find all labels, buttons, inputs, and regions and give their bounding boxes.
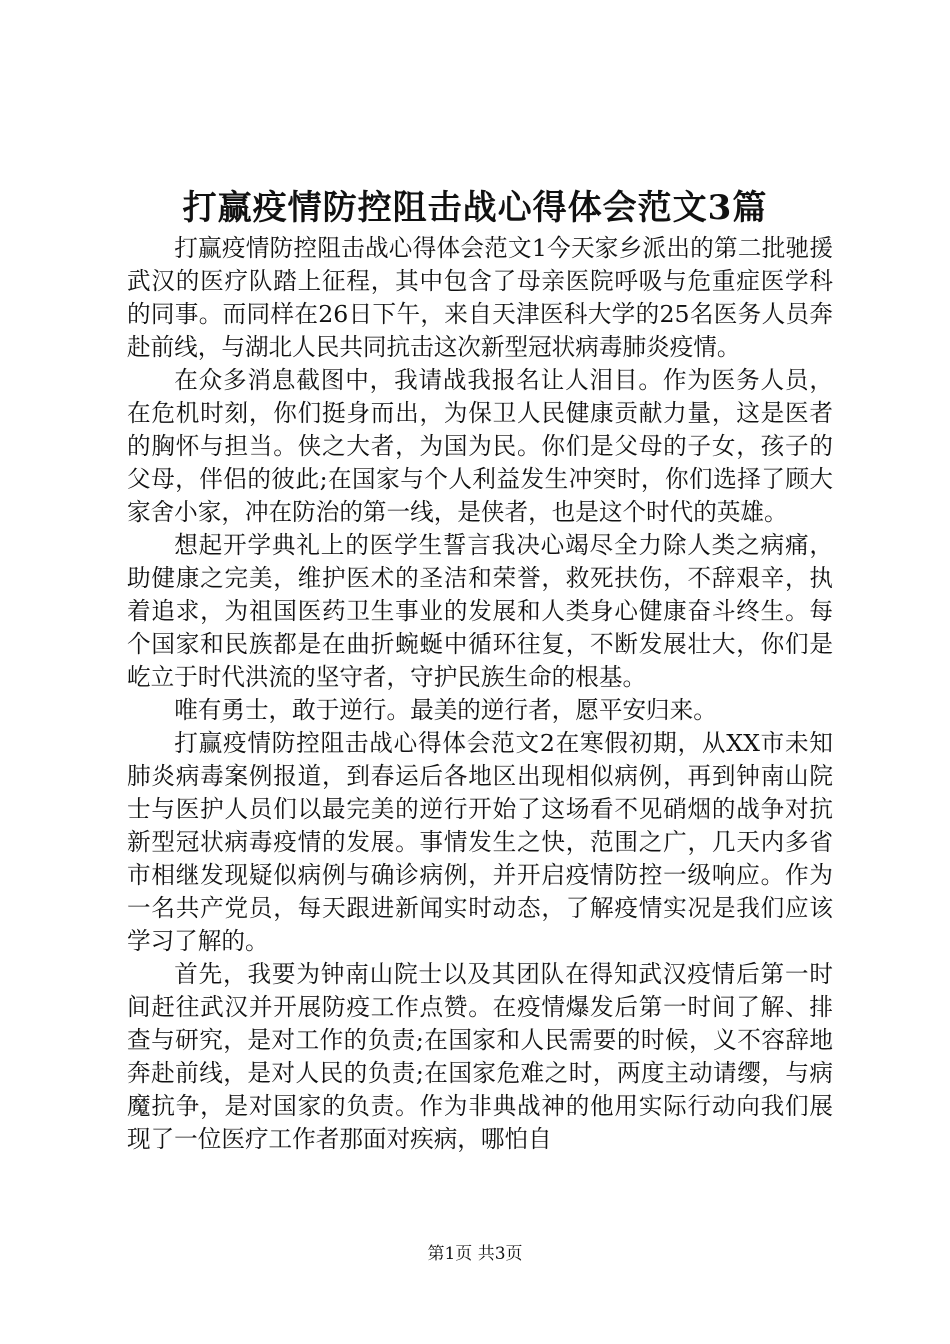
paragraph-3: 想起开学典礼上的医学生誓言我决心竭尽全力除人类之病痛，助健康之完美，维护医术的圣洁和荣誉，救死扶伤，不辞艰辛，执着追求，为祖国医药卫生事业的发展和人类身心健康奋斗终生。每个国家和民族都是在曲折蜿蜒中循环往复，不断发展壮大，你们是屹立于时代洪流的坚守者，守护民族生命的根基。 <box>127 531 833 691</box>
paragraph-1: 打赢疫情防控阻击战心得体会范文1今天家乡派出的第二批驰援武汉的医疗队踏上征程，其中包含了母亲医院呼吸与危重症医学科的同事。而同样在26日下午，来自天津医科大学的25名医务人员奔赴前线，与湖北人民共同抗击这次新型冠状病毒肺炎疫情。 <box>127 234 833 361</box>
page-number-footer: 第1页 共3页 <box>427 1244 523 1264</box>
paragraph-2: 在众多消息截图中，我请战我报名让人泪目。作为医务人员，在危机时刻，你们挺身而出，为保卫人民健康贡献力量，这是医者的胸怀与担当。侠之大者，为国为民。你们是父母的子女，孩子的父母，伴侣的彼此;在国家与个人利益发生冲突时，你们选择了顾大家舍小家，冲在防治的第一线，是侠者，也是这个时代的英雄。 <box>127 366 833 526</box>
paragraph-4: 唯有勇士，敢于逆行。最美的逆行者，愿平安归来。 <box>174 696 717 724</box>
document-body <box>127 232 833 1156</box>
paragraph-6: 首先，我要为钟南山院士以及其团队在得知武汉疫情后第一时间赶往武汉并开展防疫工作点赞。在疫情爆发后第一时间了解、排查与研究，是对工作的负责;在国家和人民需要的时候，义不容辞地奔赴前线，是对人民的负责;在国家危难之时，两度主动请缨，与病魔抗争，是对国家的负责。作为非典战神的他用实际行动向我们展现了一位医疗工作者那面对疾病，哪怕自 <box>127 960 833 1153</box>
paragraph-5: 打赢疫情防控阻击战心得体会范文2在寒假初期，从XX市未知肺炎病毒案例报道，到春运后各地区出现相似病例，再到钟南山院士与医护人员们以最完美的逆行开始了这场看不见硝烟的战争对抗新型冠状病毒疫情的发展。事情发生之快，范围之广，几天内多省市相继发现疑似病例与确诊病例，并开启疫情防控一级响应。作为一名共产党员，每天跟进新闻实时动态，了解疫情实况是我们应该学习了解的。 <box>127 729 833 955</box>
document-title: 打赢疫情防控阻击战心得体会范文3篇 <box>182 188 768 228</box>
